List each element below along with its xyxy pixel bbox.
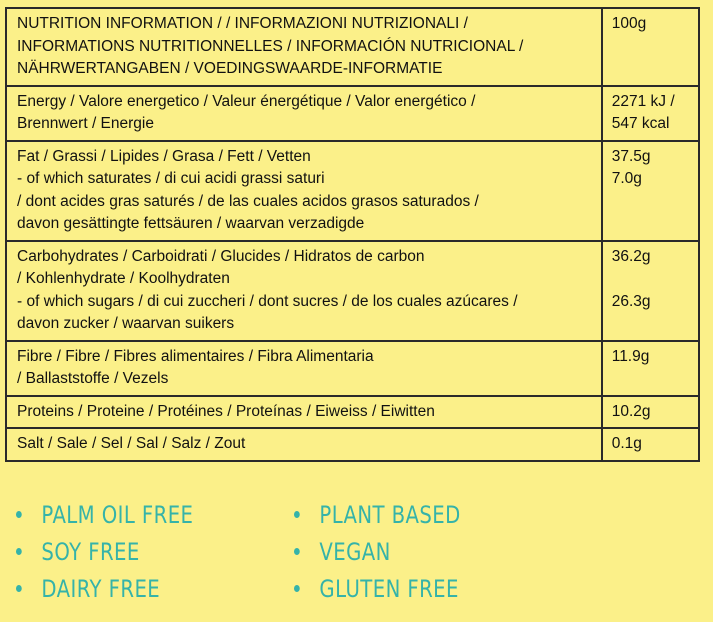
nutrient-value-cell [602,241,699,341]
bullet-dot-icon [294,511,300,518]
claim-item [294,496,461,533]
nutrient-label-line: Salt / Sale / Sel / Sal / Salz / Zout [17,435,246,452]
nutrient-value-cell [602,428,699,461]
nutrient-value-cell [602,396,699,429]
nutrient-value-line [612,213,690,236]
claim-text: GLUTEN FREE [319,574,459,603]
claim-text: VEGAN [319,537,391,566]
bullet-dot-icon [294,548,300,555]
nutrient-value-cell [602,141,699,241]
claim-item [294,570,461,607]
product-claims [0,496,713,616]
nutrient-label-line: NÄHRWERTANGABEN / VOEDINGSWAARDE-INFORMATIE [17,60,443,77]
nutrient-value-line: 37.5g [611,147,651,165]
claim-item [294,533,461,570]
nutrient-value-line: 547 kcal [611,115,670,132]
nutrient-label-cell [6,396,602,429]
nutrient-value-line [612,313,690,336]
nutrition-table [5,7,700,462]
claim-text: SOY FREE [41,537,140,566]
claim-text: PLANT BASED [319,500,461,529]
nutrition-row [6,8,699,86]
nutrient-value-line: 10.2g [611,402,651,420]
nutrient-label-cell [6,428,602,461]
nutrition-row [6,428,699,461]
claim-item [16,570,193,607]
nutrient-value-line [612,268,690,291]
bullet-dot-icon [16,511,22,518]
nutrient-label-cell [6,86,602,141]
nutrition-row [6,241,699,341]
nutrient-label-line: Carbohydrates / Carboidrati / Glucides / Hidratos de carbon [17,247,425,265]
nutrient-label-line: Fibre / Fibre / Fibres alimentaires / Fibra Alimentaria [17,347,374,365]
nutrient-label-line: NUTRITION INFORMATION / / INFORMAZIONI NUTRIZIONALI / [17,15,468,32]
nutrient-value-line: 100g [611,15,647,32]
nutrient-label-line: / Ballaststoffe / Vezels [17,370,169,387]
nutrient-label-line: - of which sugars / di cui zuccheri / dont sucres / de los cuales azúcares / [17,292,518,310]
nutrient-value-cell [602,8,699,86]
nutrient-label-line: davon zucker / waarvan suikers [17,315,235,332]
nutrition-table-body [6,8,699,461]
nutrition-row [6,341,699,396]
nutrient-label-cell [6,8,602,86]
nutrient-value-line: 26.3g [611,292,651,310]
claims-right-column [294,496,497,607]
bullet-dot-icon [16,548,22,555]
nutrient-label-line: - of which saturates / di cui acidi grassi saturi [17,170,325,187]
nutrient-label-line: davon gesättingte fettsäuren / waarvan verzadigde [17,215,365,232]
nutrient-value-line: 11.9g [611,347,650,365]
nutrient-value-line: 0.1g [611,435,642,452]
bullet-dot-icon [294,585,300,592]
claim-text: DAIRY FREE [41,574,161,603]
nutrient-label-line: Fat / Grassi / Lipides / Grasa / Fett / Vetten [17,147,311,165]
bullet-dot-icon [16,585,22,592]
nutrition-row [6,396,699,429]
claim-text: PALM OIL FREE [41,500,194,529]
nutrient-label-line: Brennwert / Energie [17,115,154,132]
nutrient-label-line: / Kohlenhydrate / Koolhydraten [17,270,230,287]
nutrient-value-line: 36.2g [611,247,651,265]
nutrient-label-line: Energy / Valore energetico / Valeur énergétique / Valor energético / [17,92,476,110]
nutrient-label-line: INFORMATIONS NUTRITIONNELLES / INFORMACIÓN NUTRICIONAL / [17,37,524,55]
claims-left-column [16,496,232,607]
nutrition-row [6,141,699,241]
claim-item [16,496,193,533]
nutrient-value-line: 2271 kJ / [611,92,675,110]
nutrient-label-line: / dont acides gras saturés / de las cuales acidos grasos saturados / [17,192,479,210]
nutrient-value-cell [602,86,699,141]
nutrient-label-cell [6,241,602,341]
nutrient-value-line [612,368,690,391]
nutrient-label-cell [6,341,602,396]
nutrition-row [6,86,699,141]
nutrient-value-line: 7.0g [611,170,642,187]
nutrient-value-cell [602,341,699,396]
claim-item [16,533,193,570]
nutrient-value-line [612,191,690,214]
nutrient-label-cell [6,141,602,241]
nutrient-label-line: Proteins / Proteine / Protéines / Proteínas / Eiweiss / Eiwitten [17,402,435,420]
